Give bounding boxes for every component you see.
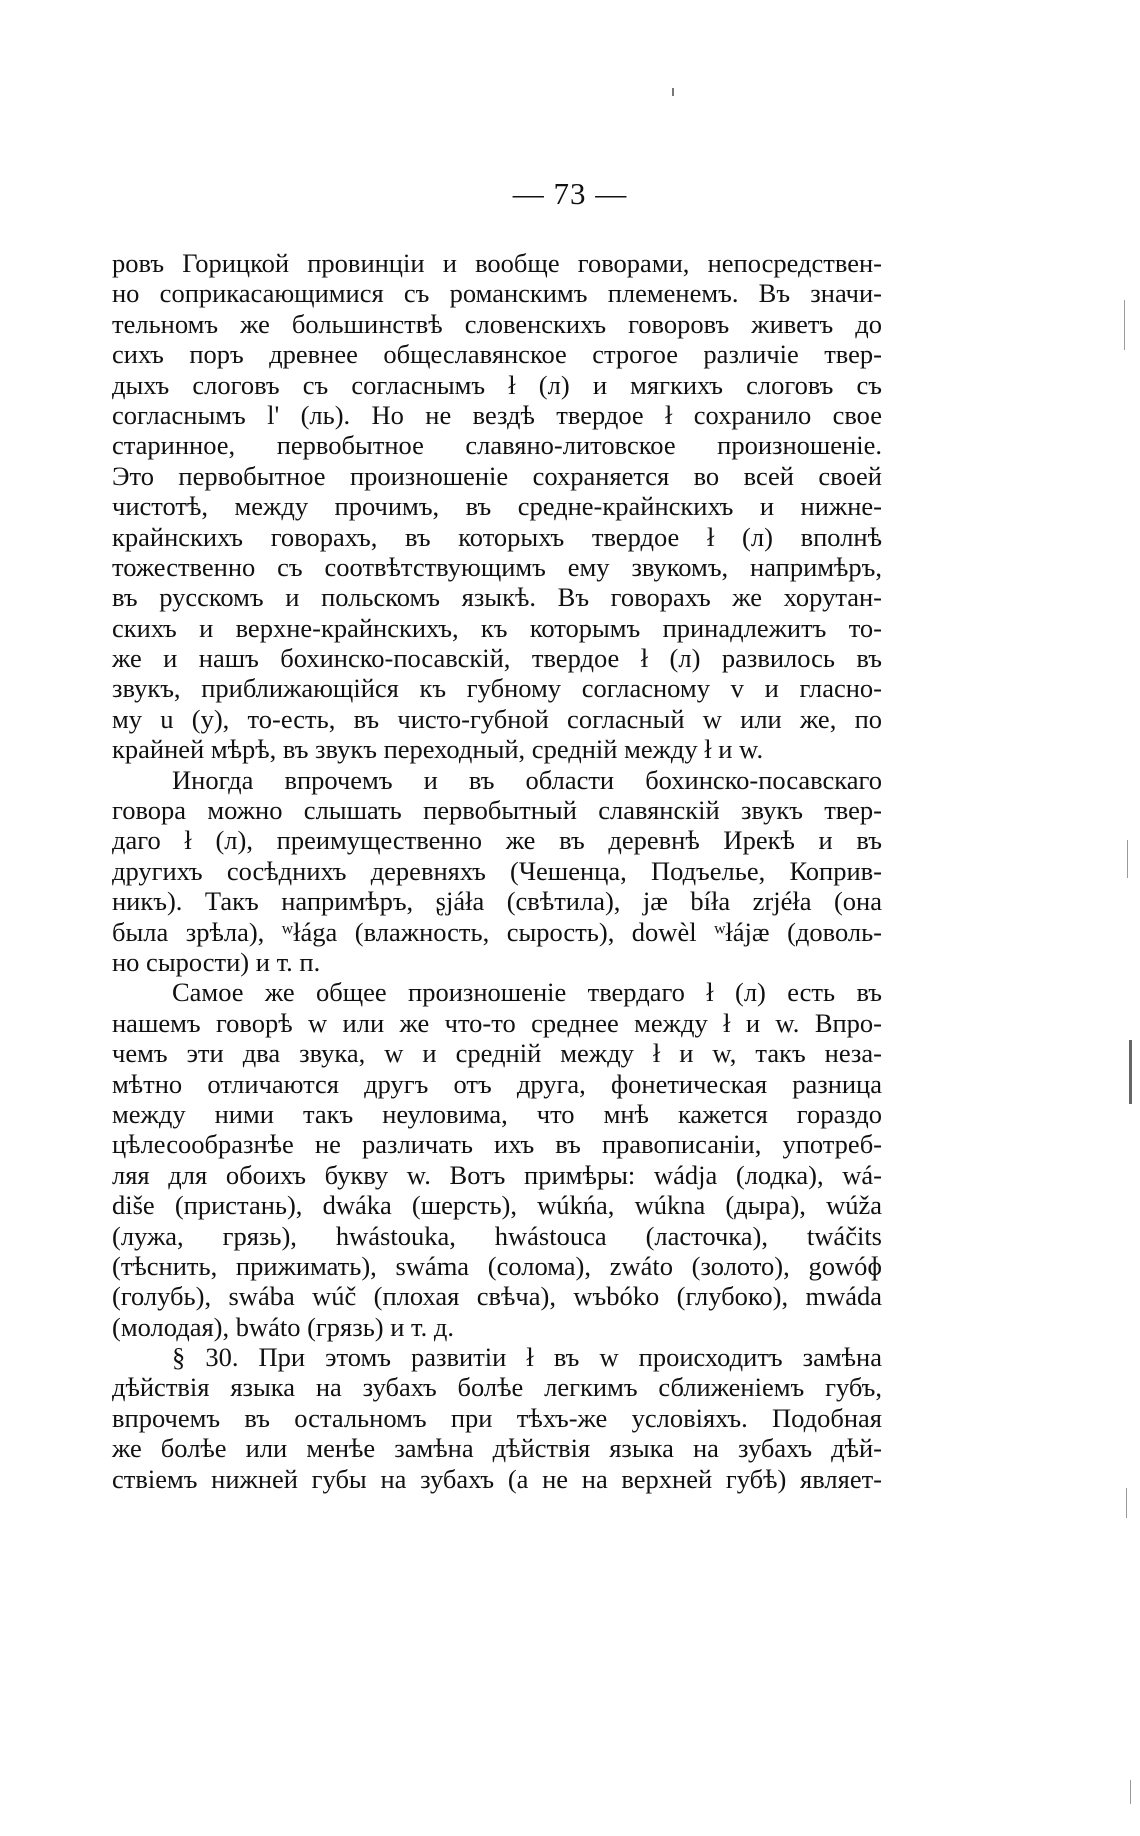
- text-line: крайнскихъ говорахъ, въ которыхъ твердое ł (л) вполнѣ: [112, 521, 882, 552]
- text-line: дыхъ слоговъ съ согласнымъ ł (л) и мягкихъ слоговъ съ: [112, 369, 882, 400]
- text-line: цѣлесообразнѣе не различать ихъ въ правописаніи, употреб-: [112, 1129, 882, 1160]
- scan-mark: [1130, 1780, 1131, 1804]
- text-line: (голубь), swába wúč (плохая свѣча), wъbóko (глубоко), mwáda: [112, 1281, 882, 1312]
- text-line: § 30. При этомъ развитіи ł въ w происходитъ замѣна: [172, 1342, 882, 1373]
- text-line: Это первобытное произношеніе сохраняется во всей своей: [112, 460, 882, 491]
- text-line: ствіемъ нижней губы на зубахъ (а не на верхней губѣ) являет-: [112, 1463, 882, 1494]
- text-block: [112, 248, 882, 1494]
- scan-mark: [1127, 840, 1128, 878]
- text-line: скихъ и верхне-крайнскихъ, къ которымъ принадлежитъ то-: [112, 612, 882, 643]
- scan-mark: [1126, 1488, 1127, 1518]
- text-line: тожественно съ соотвѣтствующимъ ему звукомъ, напримѣръ,: [112, 551, 882, 582]
- scan-mark: [1129, 1040, 1132, 1104]
- text-line: (лужа, грязь), hwástouka, hwástouca (ласточка), twáčits: [112, 1220, 882, 1251]
- scan-mark: [1124, 300, 1125, 350]
- page-number: — 73 —: [512, 176, 628, 211]
- text-line: Иногда впрочемъ и въ области бохинско-посавскаго: [172, 764, 882, 795]
- text-line: крайней мѣрѣ, въ звукъ переходный, средній между ł и w.: [112, 734, 764, 765]
- text-line: дѣйствія языка на зубахъ болѣе легкимъ сближеніемъ губъ,: [112, 1372, 882, 1403]
- scan-mark: [672, 88, 674, 96]
- text-line: старинное, первобытное славяно-литовское произношеніе.: [112, 430, 882, 461]
- text-line: му u (у), то-есть, въ чисто-губной согласный w или же, по: [112, 703, 882, 734]
- text-line: звукъ, приближающійся къ губному согласному v и гласно-: [112, 673, 882, 704]
- text-line: говора можно слышать первобытный славянскій звукъ твер-: [112, 795, 882, 826]
- text-line: въ русскомъ и польскомъ языкѣ. Въ говорахъ же хорутан-: [112, 582, 882, 613]
- text-line: но сырости) и т. п.: [112, 946, 321, 977]
- text-line: ляя для обоихъ букву w. Вотъ примѣры: wádja (лодка), wá-: [112, 1159, 882, 1190]
- text-line: другихъ сосѣднихъ деревняхъ (Чешенца, Подъелье, Коприв-: [112, 855, 882, 886]
- text-line: была зрѣла), ʷłága (влажность, сырость), dowèl ʷłájæ (доволь-: [112, 916, 882, 947]
- text-line: ровъ Горицкой провинціи и вообще говорами, непосредствен-: [112, 248, 882, 278]
- text-line: согласнымъ l' (ль). Но не вездѣ твердое ł сохранило свое: [112, 399, 882, 430]
- text-line: никъ). Такъ напримѣръ, ʂjáła (свѣтила), jæ bíła zrjéła (она: [112, 886, 882, 917]
- text-line: сихъ поръ древнее общеславянское строгое различіе твер-: [112, 339, 882, 370]
- text-line: даго ł (л), преимущественно же въ деревнѣ Ирекѣ и въ: [112, 825, 882, 856]
- text-line: но соприкасающимися съ романскимъ племенемъ. Въ значи-: [112, 278, 882, 309]
- text-line: чистотѣ, между прочимъ, въ средне-крайнскихъ и нижне-: [112, 491, 882, 522]
- text-line: нашемъ говорѣ w или же что-то среднее между ł и w. Впро-: [112, 1007, 882, 1038]
- text-line: впрочемъ въ остальномъ при тѣхъ-же условіяхъ. Подобная: [112, 1402, 882, 1433]
- text-line: мѣтно отличаются другъ отъ друга, фонетическая разница: [112, 1068, 882, 1099]
- text-line: же и нашъ бохинско-посавскій, твердое ł (л) развилось въ: [112, 643, 882, 674]
- text-line: diše (пристань), dwáka (шерсть), wúkńa, wúkna (дыра), wúža: [112, 1190, 882, 1221]
- text-line: (тѣснить, прижимать), swáma (солома), zwáto (золото), gowóɸ: [112, 1250, 882, 1281]
- text-line: (молодая), bwáto (грязь) и т. д.: [112, 1311, 454, 1342]
- text-line: чемъ эти два звука, w и средній между ł и w, такъ неза-: [112, 1038, 882, 1069]
- text-line: же болѣе или менѣе замѣна дѣйствія языка на зубахъ дѣй-: [112, 1433, 882, 1464]
- text-line: Самое же общее произношеніе твердаго ł (л) есть въ: [172, 977, 882, 1008]
- text-line: между ними такъ неуловима, что мнѣ кажется гораздо: [112, 1098, 882, 1129]
- text-line: тельномъ же большинствѣ словенскихъ говоровъ живетъ до: [112, 308, 882, 339]
